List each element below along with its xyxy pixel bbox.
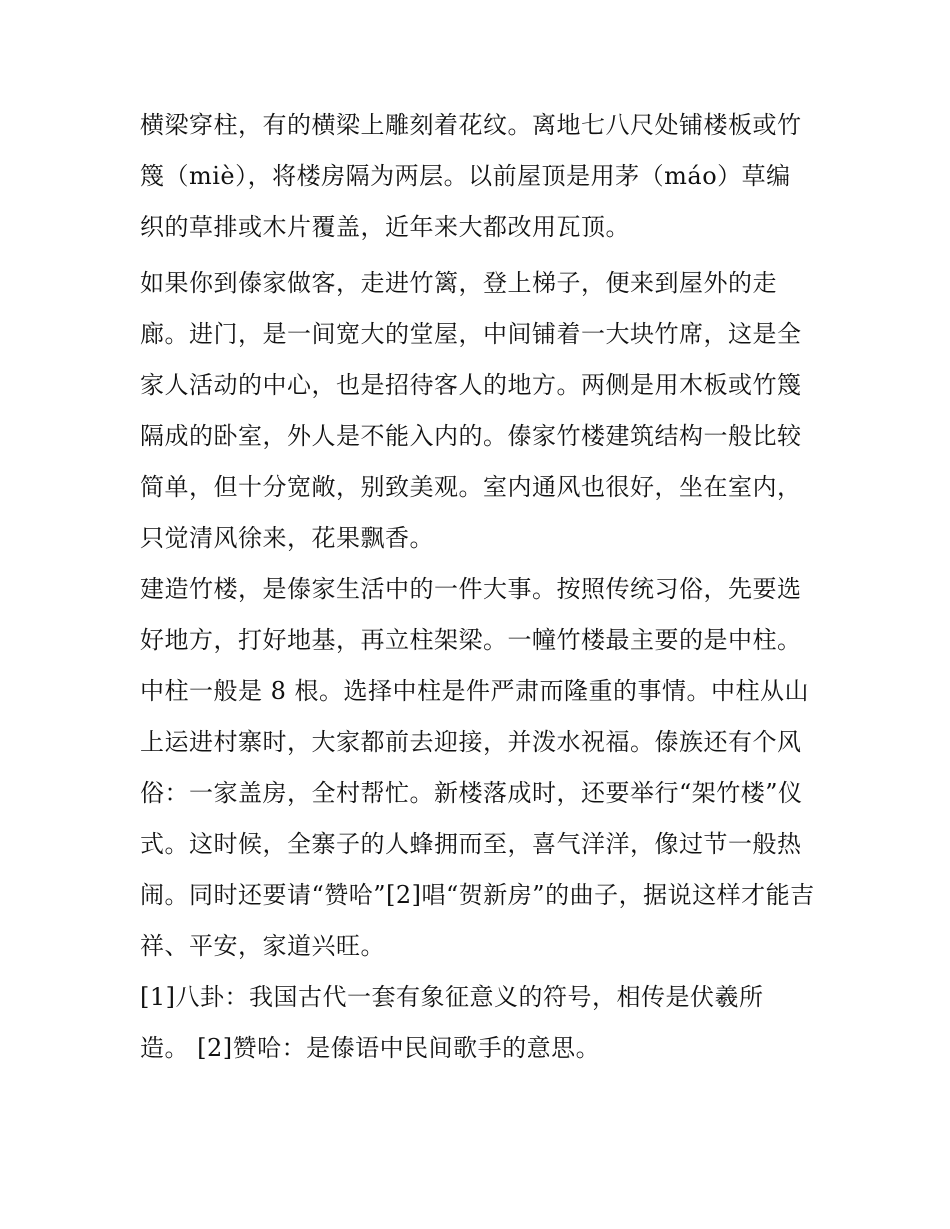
text-line: 只觉清风徐来，花果飘香。 xyxy=(140,524,434,552)
text-line: 隔成的卧室，外人是不能入内的。傣家竹楼建筑结构一般比较 xyxy=(140,422,802,450)
text-line: 家人活动的中心，也是招待客人的地方。两侧是用木板或竹篾 xyxy=(140,371,802,399)
text-line: 如果你到傣家做客，走进竹篱，登上梯子，便来到屋外的走 xyxy=(140,269,777,297)
text-line: 横梁穿柱，有的横梁上雕刻着花纹。离地七八尺处铺楼板或竹 xyxy=(140,111,802,139)
paragraph-3 xyxy=(140,564,820,972)
text-line: 祥、平安，家道兴旺。 xyxy=(140,932,385,960)
text-line: 好地方，打好地基，再立柱架梁。一幢竹楼最主要的是中柱。 xyxy=(140,626,802,654)
text-line: 中柱一般是 8 根。选择中柱是件严肃而隆重的事情。中柱从山 xyxy=(140,677,810,705)
footnote-line: [1]八卦：我国古代一套有象征意义的符号，相传是伏羲所 xyxy=(140,983,764,1011)
text-line: 建造竹楼，是傣家生活中的一件大事。按照传统习俗，先要选 xyxy=(140,575,802,603)
text-line: 简单，但十分宽敞，别致美观。室内通风也很好，坐在室内， xyxy=(140,473,802,501)
text-line: 闹。同时还要请“赞哈”[2]唱“贺新房”的曲子，据说这样才能吉 xyxy=(140,881,815,909)
text-line: 上运进村寨时，大家都前去迎接，并泼水祝福。傣族还有个风 xyxy=(140,728,802,756)
footnote-line: 造。 [2]赞哈：是傣语中民间歌手的意思。 xyxy=(140,1034,601,1062)
footnotes xyxy=(140,972,820,1074)
text-line: 俗：一家盖房，全村帮忙。新楼落成时，还要举行“架竹楼”仪 xyxy=(140,779,803,807)
text-line: 篾（miè），将楼房隔为两层。以前屋顶是用茅（máo）草编 xyxy=(140,162,791,190)
paragraph-2 xyxy=(140,258,820,564)
text-line: 廊。进门，是一间宽大的堂屋，中间铺着一大块竹席，这是全 xyxy=(140,320,802,348)
text-line: 织的草排或木片覆盖，近年来大都改用瓦顶。 xyxy=(140,213,630,241)
paragraph-1 xyxy=(140,100,820,253)
text-line: 式。这时候，全寨子的人蜂拥而至，喜气洋洋，像过节一般热 xyxy=(140,830,802,858)
